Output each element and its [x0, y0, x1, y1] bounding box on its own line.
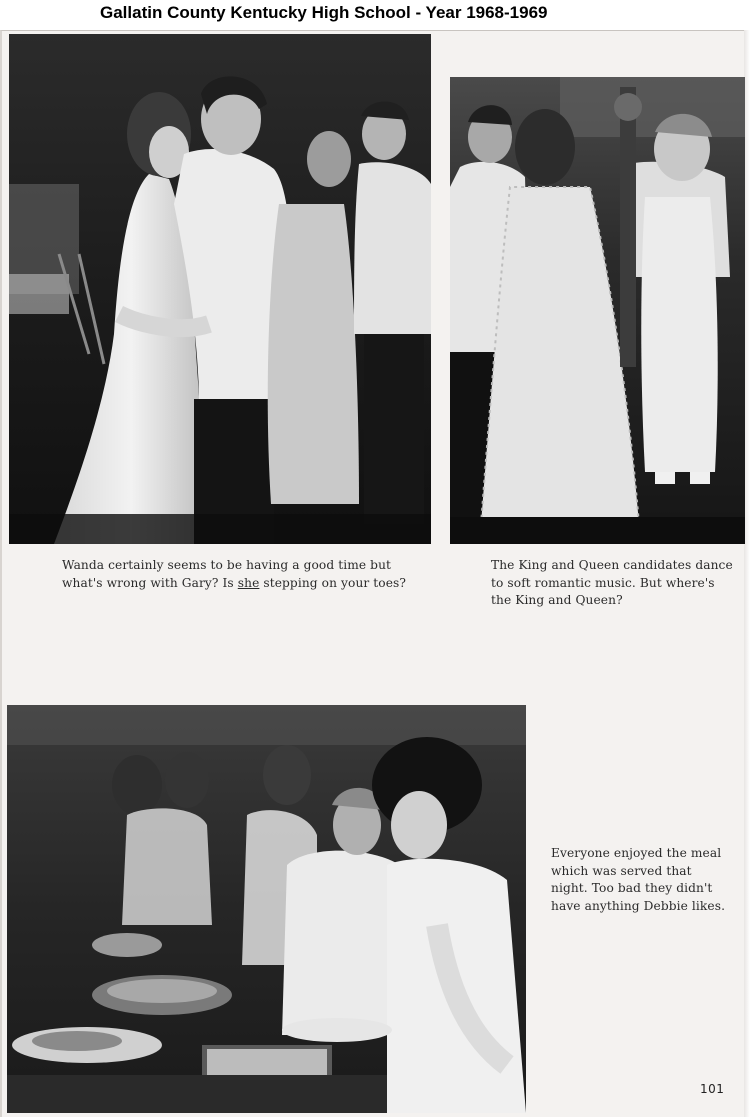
page-header [0, 0, 750, 30]
page-title: Gallatin County Kentucky High School - Year 1968-1969 [100, 3, 548, 22]
caption-line [62, 575, 422, 593]
caption-meal [551, 845, 741, 915]
caption-line: The King and Queen candidates dance [491, 558, 733, 572]
caption-text: stepping on your toes? [259, 575, 407, 590]
caption-king-queen [491, 557, 736, 610]
photo-buffet-meal [7, 705, 526, 1113]
caption-line: the King and Queen? [491, 593, 623, 607]
caption-line: night. Too bad they didn't [551, 881, 713, 895]
photo-king-queen-image [450, 77, 745, 544]
photo-king-queen-candidates [450, 77, 745, 544]
caption-line: have anything Debbie likes. [551, 898, 726, 913]
caption-dance-couple [62, 557, 422, 592]
caption-text: what's wrong with Gary? Is [62, 575, 238, 590]
page-number: 101 [700, 1082, 725, 1096]
photo-dancing-couples-image [9, 34, 431, 544]
caption-emphasis: she [237, 575, 260, 590]
caption-line: to soft romantic music. But where's [491, 575, 715, 590]
caption-line: Everyone enjoyed the meal [551, 846, 722, 860]
photo-dancing-couples [9, 34, 431, 544]
photo-buffet-image [7, 705, 526, 1113]
caption-line: which was served that [551, 863, 692, 878]
caption-line: Wanda certainly seems to be having a good time but [62, 558, 392, 572]
